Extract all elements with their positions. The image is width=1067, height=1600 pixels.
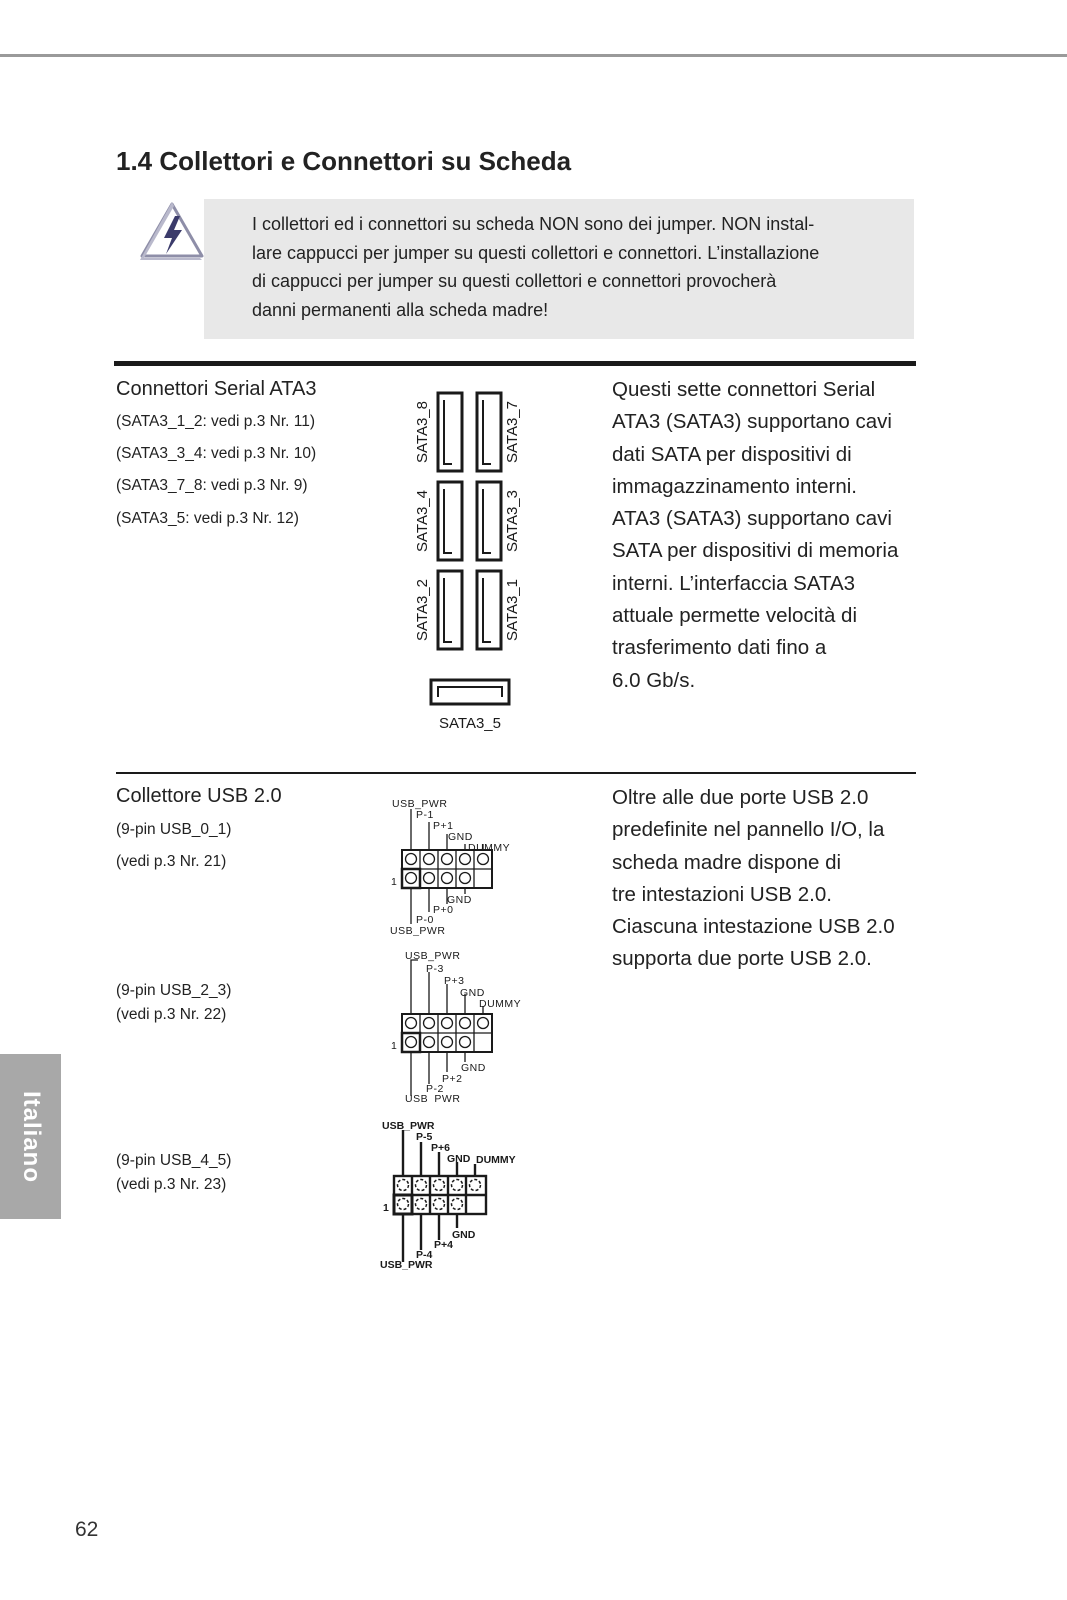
- warning-text: [252, 210, 838, 324]
- sata-label-8: SATA3_8: [414, 401, 431, 463]
- pin-label: GND: [461, 1062, 486, 1074]
- desc-line: trasferimento dati fino a: [612, 636, 827, 660]
- sata-port-2: [438, 571, 462, 649]
- desc-line: supporta due porte USB 2.0.: [612, 947, 872, 971]
- usb-ref: (vedi p.3 Nr. 22): [116, 1006, 227, 1023]
- pin-label: P+0: [433, 904, 454, 916]
- pin-label: GND: [452, 1229, 476, 1241]
- sata-port-1: [477, 571, 501, 649]
- sata-connector-diagram: [405, 390, 555, 735]
- usb-ref: (9-pin USB_0_1): [116, 821, 232, 838]
- sata-port-4-key: [444, 489, 452, 553]
- desc-line: dati SATA per dispositivi di: [612, 442, 852, 466]
- warning-line: I collettori ed i connettori su scheda NON sono dei jumper. NON instal-: [252, 214, 815, 234]
- pin-label: DUMMY: [479, 998, 522, 1010]
- sata-port-3-key: [483, 489, 491, 553]
- language-side-tab-label: Italiano: [17, 1090, 45, 1183]
- section-title: 1.4 Collettori e Connettori su Scheda: [116, 146, 572, 176]
- desc-line: tre intestazioni USB 2.0.: [612, 882, 832, 906]
- sata-port-5-key: [438, 687, 502, 697]
- section-divider-thin: [116, 772, 916, 774]
- usb-header-diagram-1: [390, 796, 540, 936]
- desc-line: interni. L’interfaccia SATA3: [612, 571, 856, 595]
- pin-label: P+2: [442, 1073, 463, 1085]
- pin-label: GND: [448, 831, 473, 843]
- pin-label: P+4: [434, 1239, 453, 1251]
- desc-line: Ciascuna intestazione USB 2.0: [612, 915, 895, 939]
- usb-header-diagram-2: [390, 948, 540, 1103]
- sata-port-7-key: [483, 400, 491, 464]
- desc-line: ATA3 (SATA3) supportano cavi: [612, 410, 892, 434]
- pin-label: USB_PWR: [405, 950, 461, 962]
- pin-label: P-1: [416, 809, 434, 821]
- pin-label: P-0: [416, 914, 434, 926]
- usb-label: Collettore USB 2.0: [116, 785, 282, 807]
- pin-label: USB_PWR: [405, 1093, 461, 1103]
- sata-port-3: [477, 482, 501, 560]
- sata-ref: (SATA3_7_8: vedi p.3 Nr. 9): [116, 477, 308, 494]
- sata-port-4: [438, 482, 462, 560]
- sata-port-8: [438, 393, 462, 471]
- sata-label-3: SATA3_3: [504, 490, 521, 552]
- sata-port-7: [477, 393, 501, 471]
- desc-line: ATA3 (SATA3) supportano cavi: [612, 507, 892, 531]
- pin-label: USB_PWR: [382, 1120, 435, 1132]
- pin-label: DUMMY: [476, 1154, 516, 1166]
- warning-line: danni permanenti alla scheda madre!: [252, 299, 549, 320]
- desc-line: attuale permette velocità di: [612, 604, 857, 628]
- warning-note: [204, 199, 914, 339]
- usb-ref: (9-pin USB_2_3): [116, 982, 232, 999]
- sata-ref: (SATA3_5: vedi p.3 Nr. 12): [116, 510, 299, 527]
- sata-ref: (SATA3_1_2: vedi p.3 Nr. 11): [116, 413, 316, 430]
- sata-ref: (SATA3_3_4: vedi p.3 Nr. 10): [116, 445, 317, 462]
- sata-label-7: SATA3_7: [504, 401, 521, 463]
- sata-port-8-key: [444, 400, 452, 464]
- language-side-tab: [0, 1054, 61, 1219]
- usb-ref: (vedi p.3 Nr. 21): [116, 853, 227, 870]
- desc-line: Oltre alle due porte USB 2.0: [612, 786, 869, 809]
- pin-label: GND: [460, 987, 485, 999]
- top-rule: [0, 54, 1067, 57]
- pin-label: P-2: [426, 1083, 444, 1095]
- sata-label-1: SATA3_1: [504, 579, 521, 641]
- warning-triangle-icon: [136, 198, 206, 262]
- pin-label: P-4: [416, 1249, 433, 1261]
- pin-label: P-5: [416, 1131, 433, 1143]
- pin-label: P+1: [433, 820, 454, 832]
- pin-label: DUMMY: [468, 842, 511, 854]
- desc-line: 6.0 Gb/s.: [612, 668, 696, 692]
- pin-label: USB_PWR: [390, 925, 446, 936]
- pin-label: USB_PWR: [380, 1259, 433, 1270]
- pin-label: GND: [447, 894, 472, 906]
- sata-port-1-key: [483, 578, 491, 642]
- warning-line: di cappucci per jumper su questi collettori e connettori provocherà: [252, 271, 777, 291]
- warning-line: lare cappucci per jumper su questi collettori e connettori. L’installazione: [252, 242, 820, 263]
- pin-label: P+3: [444, 975, 465, 987]
- desc-line: predefinite nel pannello I/O, la: [612, 818, 885, 842]
- desc-line: Questi sette connettori Serial: [612, 378, 876, 401]
- sata-port-2-key: [444, 578, 452, 642]
- pin1-marker: 1: [391, 1040, 398, 1052]
- pin-label: P+6: [431, 1142, 450, 1154]
- desc-line: SATA per dispositivi di memoria: [612, 539, 899, 563]
- desc-line: immagazzinamento interni.: [612, 474, 857, 498]
- sata-label-5: SATA3_5: [439, 715, 501, 732]
- usb-ref: (9-pin USB_4_5): [116, 1152, 232, 1169]
- sata-label-2: SATA3_2: [414, 579, 431, 641]
- usb-description: [612, 782, 895, 976]
- section-divider-thick: [114, 361, 916, 366]
- sata-description: [612, 374, 898, 697]
- usb-ref: (vedi p.3 Nr. 23): [116, 1176, 227, 1193]
- pin-label: USB_PWR: [392, 798, 448, 810]
- pin1-marker: 1: [391, 876, 398, 888]
- sata-label-4: SATA3_4: [414, 490, 431, 552]
- pin-label: P-3: [426, 963, 444, 975]
- pin1-marker: 1: [383, 1202, 389, 1214]
- sata-port-5: [431, 680, 509, 704]
- sata-label: Connettori Serial ATA3: [116, 378, 317, 400]
- page-number: 62: [75, 1518, 99, 1541]
- pin-label: GND: [447, 1153, 471, 1165]
- usb-header-diagram-3: [380, 1118, 540, 1270]
- desc-line: scheda madre dispone di: [612, 850, 842, 874]
